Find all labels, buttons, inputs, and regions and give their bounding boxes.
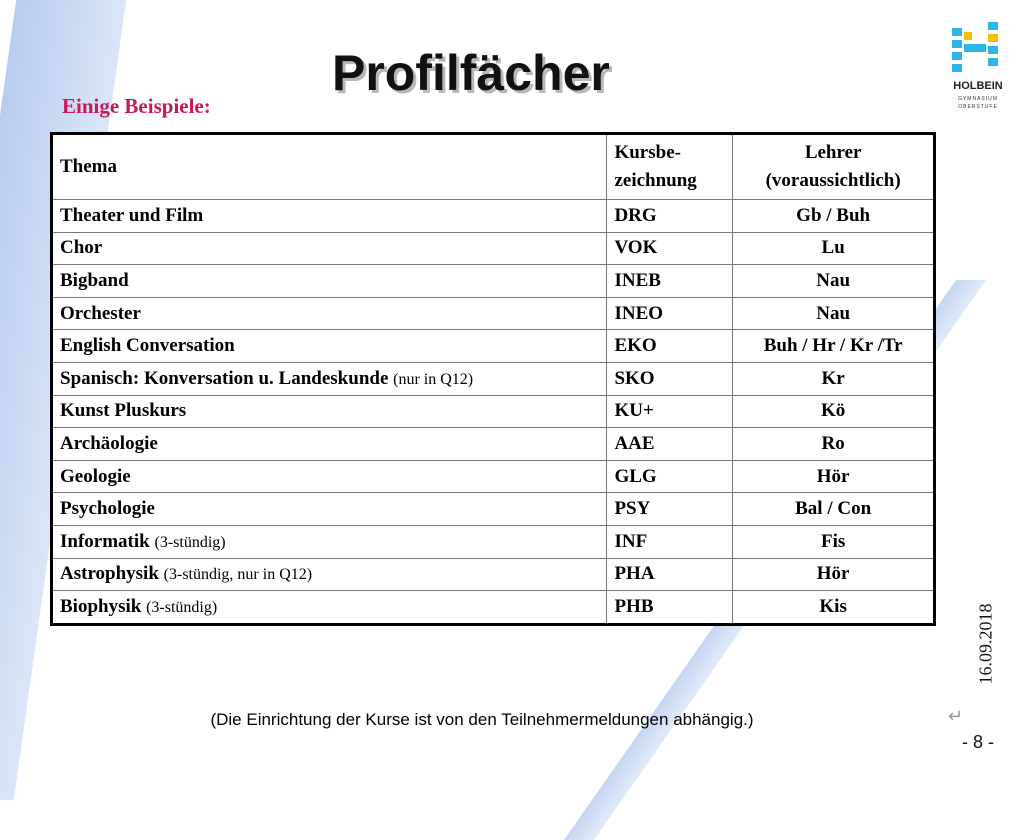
cell-thema — [52, 265, 607, 298]
page-number: - 8 - — [962, 732, 995, 752]
cell-kurs: PHA — [607, 558, 733, 591]
holbein-h-icon — [942, 18, 1014, 78]
cell-lehrer: Hör — [733, 460, 935, 493]
table-row — [52, 460, 935, 493]
thema-note: (3-stündig) — [146, 598, 218, 616]
cell-lehrer: Lu — [733, 232, 935, 265]
slide-date — [971, 598, 1001, 690]
cell-lehrer: Kö — [733, 395, 935, 428]
thema-note: (3-stündig) — [154, 533, 226, 551]
thema-text: Archäologie — [60, 432, 158, 454]
cell-lehrer: Hör — [733, 558, 935, 591]
thema-text: Biophysik — [60, 595, 142, 617]
cell-kurs: EKO — [607, 330, 733, 363]
logo-sub-oberstufe: OBERSTUFE — [958, 104, 998, 110]
thema-note: (3-stündig, nur in Q12) — [163, 566, 313, 584]
thema-text: Kunst Pluskurs — [60, 400, 187, 422]
cell-lehrer: Gb / Buh — [733, 200, 935, 233]
cell-thema — [52, 460, 607, 493]
cell-thema — [52, 395, 607, 428]
thema-text: English Conversation — [60, 335, 235, 357]
cell-lehrer: Nau — [733, 265, 935, 298]
profile-subjects-table — [50, 132, 936, 626]
cell-thema — [52, 558, 607, 591]
table-row — [52, 525, 935, 558]
table-row — [52, 428, 935, 461]
header-lehrer — [733, 134, 935, 200]
cell-thema — [52, 330, 607, 363]
return-arrow-icon: ↵ — [948, 706, 964, 726]
logo-sub-gymnasium: GYMNASIUM — [958, 96, 998, 102]
header-lehrer-line2: (voraussichtlich) — [765, 170, 901, 191]
cell-kurs: AAE — [607, 428, 733, 461]
table-row — [52, 330, 935, 363]
thema-note: (nur in Q12) — [393, 370, 474, 388]
thema-text: Psychologie — [60, 498, 155, 520]
cell-lehrer: Buh / Hr / Kr /Tr — [733, 330, 935, 363]
table-row — [52, 297, 935, 330]
date-text: 16.09.2018 — [975, 603, 996, 685]
table-row — [52, 265, 935, 298]
cell-thema — [52, 232, 607, 265]
cell-lehrer: Kis — [733, 591, 935, 625]
thema-text: Informatik — [60, 530, 150, 552]
slide-title: Profilfächer — [332, 45, 610, 101]
cell-kurs: SKO — [607, 362, 733, 395]
table-row — [52, 558, 935, 591]
header-lehrer-line1: Lehrer — [804, 142, 862, 163]
cell-thema — [52, 591, 607, 625]
cell-thema — [52, 428, 607, 461]
table-row — [52, 591, 935, 625]
cell-kurs: DRG — [607, 200, 733, 233]
table-row — [52, 395, 935, 428]
cell-lehrer: Kr — [733, 362, 935, 395]
logo-name: HOLBEIN — [953, 80, 1003, 92]
cell-thema — [52, 362, 607, 395]
thema-text: Orchester — [60, 302, 141, 324]
cell-kurs: KU+ — [607, 395, 733, 428]
cell-kurs: PHB — [607, 591, 733, 625]
table-row — [52, 362, 935, 395]
header-kursbezeichnung — [607, 134, 733, 200]
cell-kurs: GLG — [607, 460, 733, 493]
slide-subtitle: Einige Beispiele: — [62, 94, 211, 118]
thema-text: Chor — [60, 237, 103, 259]
header-kurs-line2: zeichnung — [614, 170, 697, 191]
cell-kurs: INEO — [607, 297, 733, 330]
cell-thema — [52, 297, 607, 330]
cell-kurs: INEB — [607, 265, 733, 298]
table-row — [52, 493, 935, 526]
cell-lehrer: Bal / Con — [733, 493, 935, 526]
cell-thema — [52, 493, 607, 526]
cell-kurs: INF — [607, 525, 733, 558]
thema-text: Bigband — [60, 269, 129, 291]
cell-thema — [52, 525, 607, 558]
header-thema: Thema — [52, 134, 607, 200]
cell-lehrer: Fis — [733, 525, 935, 558]
thema-text: Astrophysik — [60, 563, 159, 585]
header-kurs-line1: Kursbe- — [614, 142, 681, 163]
thema-text: Theater und Film — [60, 204, 204, 226]
table-row — [52, 200, 935, 233]
cell-kurs: PSY — [607, 493, 733, 526]
table-header-row — [52, 134, 935, 200]
thema-text: Spanisch: Konversation u. Landeskunde — [60, 367, 389, 389]
footnote: (Die Einrichtung der Kurse ist von den Teilnehmermeldungen abhängig.) — [210, 710, 754, 729]
cell-thema — [52, 200, 607, 233]
holbein-logo — [942, 18, 1014, 128]
cell-lehrer: Nau — [733, 297, 935, 330]
table-row — [52, 232, 935, 265]
thema-text: Geologie — [60, 465, 131, 487]
cell-lehrer: Ro — [733, 428, 935, 461]
cell-kurs: VOK — [607, 232, 733, 265]
